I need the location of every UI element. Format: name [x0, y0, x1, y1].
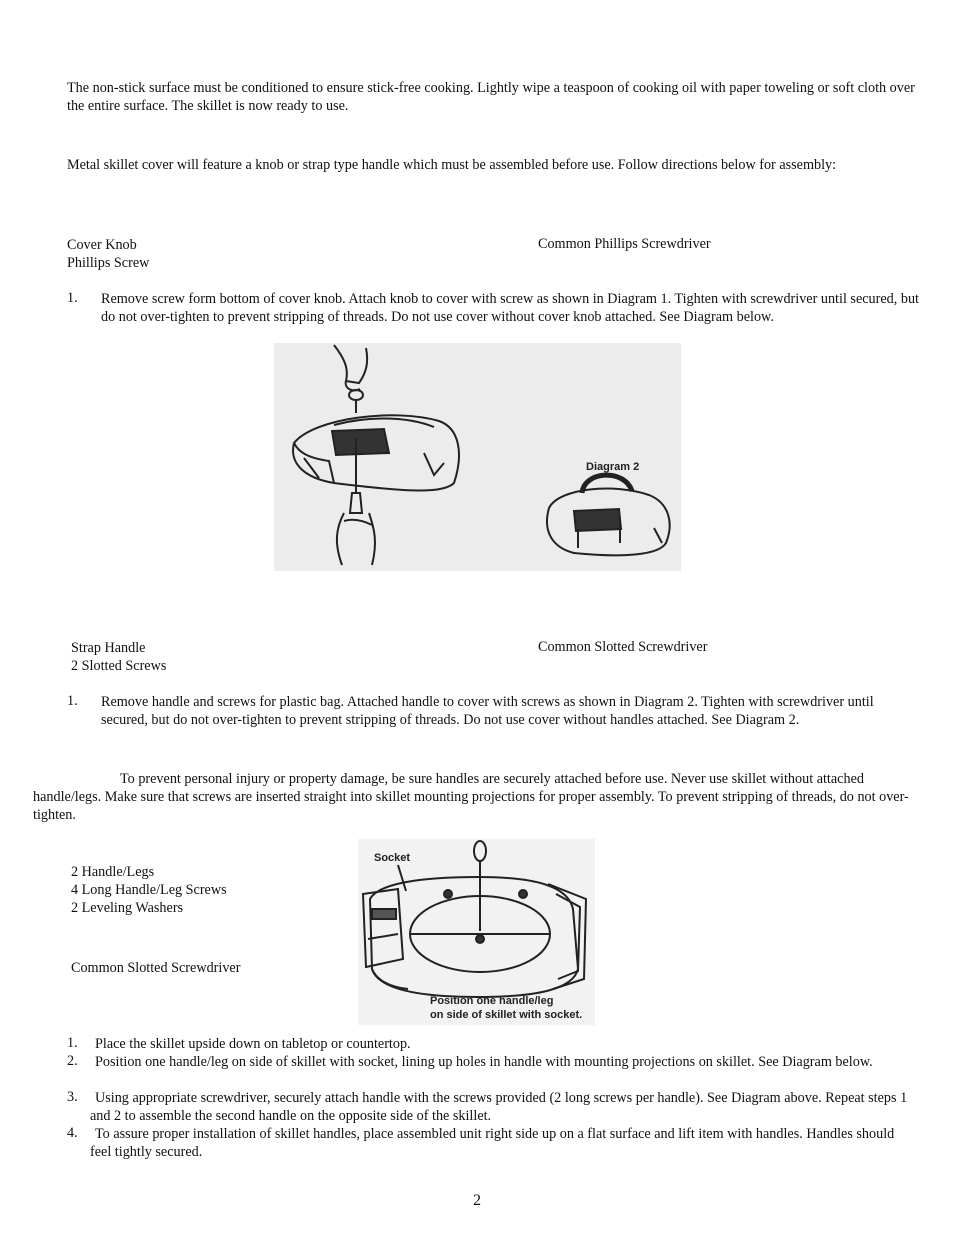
parts-item: Phillips Screw [67, 255, 150, 271]
cover-assembly-figure [274, 343, 681, 571]
parts-item: 4 Long Handle/Leg Screws [71, 882, 227, 898]
legs-step-text: Using appropriate screwdriver, securely attach handle with the screws provided (2 long screws per handle). See Diagram above. Repeat steps 1 and 2 to assemble the second handle on the opposite side of the skillet. [90, 1090, 908, 1124]
strap-step-text: Remove handle and screws for plastic bag. Attached handle to cover with screws as shown in Diagram 2. Tighten with screwdriver until secured, but do not over-tighten to prevent stripping of threads. Do not use cover without handles attached. See Diagram 2. [101, 694, 874, 728]
knob-step-text: Remove screw form bottom of cover knob. Attach knob to cover with screw as shown in Diagram 1. Tighten with screwdriver until secured, but do not over-tighten to prevent stripping of threads. Do not use cover without cover knob attached. See Diagram below. [101, 291, 919, 325]
parts-item: 2 Slotted Screws [71, 658, 167, 674]
cover-assembly-illustration [274, 343, 681, 571]
knob-tool-label: Common Phillips Screwdriver [538, 236, 711, 252]
step-number: 4. [67, 1125, 78, 1141]
knob-parts-list [67, 236, 149, 272]
page-number: 2 [473, 1192, 481, 1209]
legs-parts-list [71, 863, 227, 917]
diagram-2-label: Diagram 2 [586, 461, 640, 473]
strap-parts-list [71, 639, 166, 675]
step-number: 1. [67, 1035, 78, 1051]
parts-item: Cover Knob [67, 237, 137, 253]
step-number: 1. [67, 290, 78, 306]
legs-tool-label: Common Slotted Screwdriver [71, 960, 241, 976]
step-number: 2. [67, 1053, 78, 1069]
step-number: 3. [67, 1089, 78, 1105]
legs-step-text: Position one handle/leg on side of skillet with socket, lining up holes in handle with mounting projections on skillet. See Diagram below. [95, 1054, 873, 1070]
handle-leg-illustration [358, 839, 595, 1025]
handle-leg-figure [358, 839, 595, 1025]
figure-caption-line-1: Position one handle/leg [430, 995, 554, 1007]
socket-label: Socket [374, 852, 411, 864]
conditioning-paragraph: The non-stick surface must be conditioned to ensure stick-free cooking. Lightly wipe a teaspoon of cooking oil with paper toweling or soft cloth over the entire surface. The skillet is now ready to use. [67, 80, 915, 114]
parts-item: 2 Leveling Washers [71, 900, 184, 916]
parts-item: 2 Handle/Legs [71, 864, 155, 880]
cover-note-paragraph: Metal skillet cover will feature a knob or strap type handle which must be assembled before use. Follow directions below for assembly: [67, 157, 837, 173]
legs-step-text: To assure proper installation of skillet handles, place assembled unit right side up on a flat surface and lift item with handles. Handles should feel tightly secured. [90, 1126, 895, 1160]
step-number: 1. [67, 693, 78, 709]
strap-tool-label: Common Slotted Screwdriver [538, 639, 708, 655]
legs-step-text: Place the skillet upside down on tabletop or countertop. [95, 1036, 411, 1052]
parts-item: Strap Handle [71, 640, 146, 656]
figure-caption-line-2: on side of skillet with socket. [430, 1009, 583, 1021]
warning-paragraph: To prevent personal injury or property damage, be sure handles are securely attached before use. Never use skillet without attached handle/legs. Make sure that screws are inserted straight into skillet mounting projections for proper assembly. To prevent stripping of threads, do not over-tighten. [33, 771, 909, 823]
